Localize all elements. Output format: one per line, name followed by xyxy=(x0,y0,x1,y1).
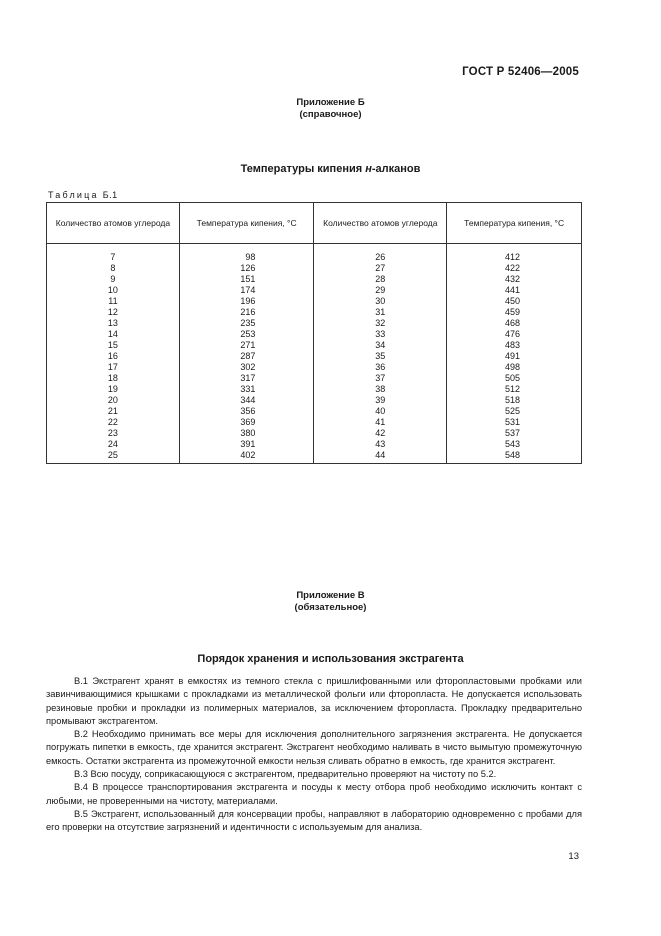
cell-atoms-left: 12 xyxy=(47,307,180,318)
cell-temp-right: 525 xyxy=(447,406,582,417)
table-row xyxy=(47,329,582,340)
paragraph-v3: В.3 Всю посуду, соприкасающуюся с экстрагентом, предварительно проверяют на чистоту по 5.2. xyxy=(74,769,497,780)
appendix-v-heading: Порядок хранения и использования экстрагента xyxy=(197,653,464,665)
cell-atoms-left: 19 xyxy=(47,384,180,395)
appendix-b-header xyxy=(0,97,661,121)
table-row xyxy=(47,362,582,373)
cell-atoms-left: 15 xyxy=(47,340,180,351)
cell-temp-left: 380 xyxy=(179,428,314,439)
boiling-points-table xyxy=(46,202,582,464)
cell-temp-left: 302 xyxy=(179,362,314,373)
column-header-temp-2: Температура кипения, °С xyxy=(447,203,582,244)
cell-temp-right: 512 xyxy=(447,384,582,395)
cell-temp-left: 287 xyxy=(179,351,314,362)
cell-atoms-right: 39 xyxy=(314,395,447,406)
table-row xyxy=(47,417,582,428)
cell-atoms-left: 9 xyxy=(47,274,180,285)
column-header-atoms-1: Количество атомов углерода xyxy=(47,203,180,244)
cell-atoms-right: 32 xyxy=(314,318,447,329)
table-row xyxy=(47,296,582,307)
cell-temp-right: 531 xyxy=(447,417,582,428)
cell-temp-left: 235 xyxy=(179,318,314,329)
paragraph-v1: В.1 Экстрагент хранят в емкостях из темного стекла с пришлифованными или фторопластовыми пробками или завинчивающимися крышками с прокладками из металлической фольги или фторопласта. Не допускается использовать резиновые пробки и прокладки из полимерных материалов, за исключением фторопласта. Прокладку предварительно промывают экстрагентом. xyxy=(46,676,582,726)
cell-atoms-right: 36 xyxy=(314,362,447,373)
cell-atoms-right: 40 xyxy=(314,406,447,417)
cell-temp-right: 548 xyxy=(447,450,582,464)
appendix-v-title: Приложение В xyxy=(296,590,365,601)
cell-temp-right: 491 xyxy=(447,351,582,362)
table-body xyxy=(47,244,582,464)
cell-atoms-right: 33 xyxy=(314,329,447,340)
cell-atoms-right: 29 xyxy=(314,285,447,296)
table-row xyxy=(47,307,582,318)
cell-atoms-right: 43 xyxy=(314,439,447,450)
cell-atoms-left: 18 xyxy=(47,373,180,384)
cell-temp-left: 196 xyxy=(179,296,314,307)
paragraph-v2: В.2 Необходимо принимать все меры для исключения дополнительного загрязнения экстрагента. Не допускается погружать пипетки в емкость, где хранится экстрагент. Экстрагент необходимо наливать в чисто вымытую промежуточную емкость. Остатки экстрагента из промежуточной емкости нельзя сливать обратно в емкость, где хранится экстрагент. xyxy=(46,729,582,766)
cell-atoms-left: 22 xyxy=(47,417,180,428)
cell-temp-left: 271 xyxy=(179,340,314,351)
cell-atoms-left: 25 xyxy=(47,450,180,464)
cell-atoms-left: 17 xyxy=(47,362,180,373)
cell-temp-right: 483 xyxy=(447,340,582,351)
cell-atoms-left: 24 xyxy=(47,439,180,450)
cell-temp-left: 391 xyxy=(179,439,314,450)
cell-temp-left: 174 xyxy=(179,285,314,296)
page-number: 13 xyxy=(568,851,579,862)
cell-temp-right: 422 xyxy=(447,263,582,274)
cell-atoms-right: 31 xyxy=(314,307,447,318)
cell-temp-right: 518 xyxy=(447,395,582,406)
table-row xyxy=(47,274,582,285)
cell-temp-right: 537 xyxy=(447,428,582,439)
cell-atoms-left: 23 xyxy=(47,428,180,439)
appendix-v-body xyxy=(46,675,582,835)
heading-italic: н xyxy=(365,163,372,175)
cell-atoms-left: 13 xyxy=(47,318,180,329)
cell-temp-right: 543 xyxy=(447,439,582,450)
paragraph-v5: В.5 Экстрагент, использованный для консервации пробы, направляют в лабораторию одновременно с пробами для его проверки на отсутствие загрязнений и идентичности с используемым для анализа. xyxy=(46,808,582,833)
cell-temp-left: 98 xyxy=(179,244,314,264)
cell-atoms-right: 42 xyxy=(314,428,447,439)
table-header-row xyxy=(47,203,582,244)
cell-atoms-left: 8 xyxy=(47,263,180,274)
table-row xyxy=(47,373,582,384)
cell-temp-right: 498 xyxy=(447,362,582,373)
table-caption-word: Таблица xyxy=(48,190,99,200)
cell-temp-left: 216 xyxy=(179,307,314,318)
cell-atoms-left: 21 xyxy=(47,406,180,417)
column-header-atoms-2: Количество атомов углерода xyxy=(314,203,447,244)
heading-suffix: -алканов xyxy=(371,163,421,175)
cell-temp-left: 369 xyxy=(179,417,314,428)
cell-atoms-left: 7 xyxy=(47,244,180,264)
appendix-v-header xyxy=(0,590,661,614)
cell-temp-right: 432 xyxy=(447,274,582,285)
column-header-temp-1: Температура кипения, °С xyxy=(179,203,314,244)
cell-temp-right: 505 xyxy=(447,373,582,384)
cell-temp-right: 450 xyxy=(447,296,582,307)
table-row xyxy=(47,406,582,417)
table-row xyxy=(47,244,582,264)
cell-atoms-right: 44 xyxy=(314,450,447,464)
table-row xyxy=(47,395,582,406)
table-row xyxy=(47,384,582,395)
table-row xyxy=(47,351,582,362)
cell-temp-left: 317 xyxy=(179,373,314,384)
cell-temp-left: 356 xyxy=(179,406,314,417)
cell-atoms-left: 16 xyxy=(47,351,180,362)
cell-atoms-left: 11 xyxy=(47,296,180,307)
table-row xyxy=(47,450,582,464)
table-row xyxy=(47,263,582,274)
cell-atoms-right: 26 xyxy=(314,244,447,264)
appendix-v-status: (обязательное) xyxy=(294,602,367,613)
cell-temp-right: 459 xyxy=(447,307,582,318)
cell-temp-right: 468 xyxy=(447,318,582,329)
cell-atoms-right: 27 xyxy=(314,263,447,274)
cell-atoms-right: 30 xyxy=(314,296,447,307)
table-row xyxy=(47,285,582,296)
cell-temp-right: 476 xyxy=(447,329,582,340)
heading-prefix: Температуры кипения xyxy=(240,163,366,175)
cell-temp-left: 151 xyxy=(179,274,314,285)
cell-temp-left: 402 xyxy=(179,450,314,464)
table-row xyxy=(47,340,582,351)
table-caption-number: Б.1 xyxy=(102,190,118,200)
table-row xyxy=(47,439,582,450)
cell-atoms-right: 35 xyxy=(314,351,447,362)
appendix-b-title: Приложение Б xyxy=(296,97,365,108)
cell-temp-left: 253 xyxy=(179,329,314,340)
cell-temp-left: 344 xyxy=(179,395,314,406)
appendix-b-status: (справочное) xyxy=(299,109,362,120)
cell-atoms-right: 41 xyxy=(314,417,447,428)
cell-temp-left: 331 xyxy=(179,384,314,395)
table-row xyxy=(47,428,582,439)
cell-atoms-left: 14 xyxy=(47,329,180,340)
cell-atoms-right: 28 xyxy=(314,274,447,285)
cell-temp-right: 412 xyxy=(447,244,582,264)
cell-atoms-right: 37 xyxy=(314,373,447,384)
paragraph-v4: В.4 В процессе транспортирования экстрагента и посуды к месту отбора проб необходимо исключить контакт с любыми, не проверенными на чистоту, материалами. xyxy=(46,782,582,806)
cell-atoms-left: 20 xyxy=(47,395,180,406)
table-caption xyxy=(48,190,118,200)
table-row xyxy=(47,318,582,329)
standard-number: ГОСТ Р 52406—2005 xyxy=(462,66,579,78)
cell-atoms-right: 38 xyxy=(314,384,447,395)
cell-temp-left: 126 xyxy=(179,263,314,274)
cell-atoms-left: 10 xyxy=(47,285,180,296)
appendix-b-heading xyxy=(0,163,661,175)
cell-temp-right: 441 xyxy=(447,285,582,296)
cell-atoms-right: 34 xyxy=(314,340,447,351)
